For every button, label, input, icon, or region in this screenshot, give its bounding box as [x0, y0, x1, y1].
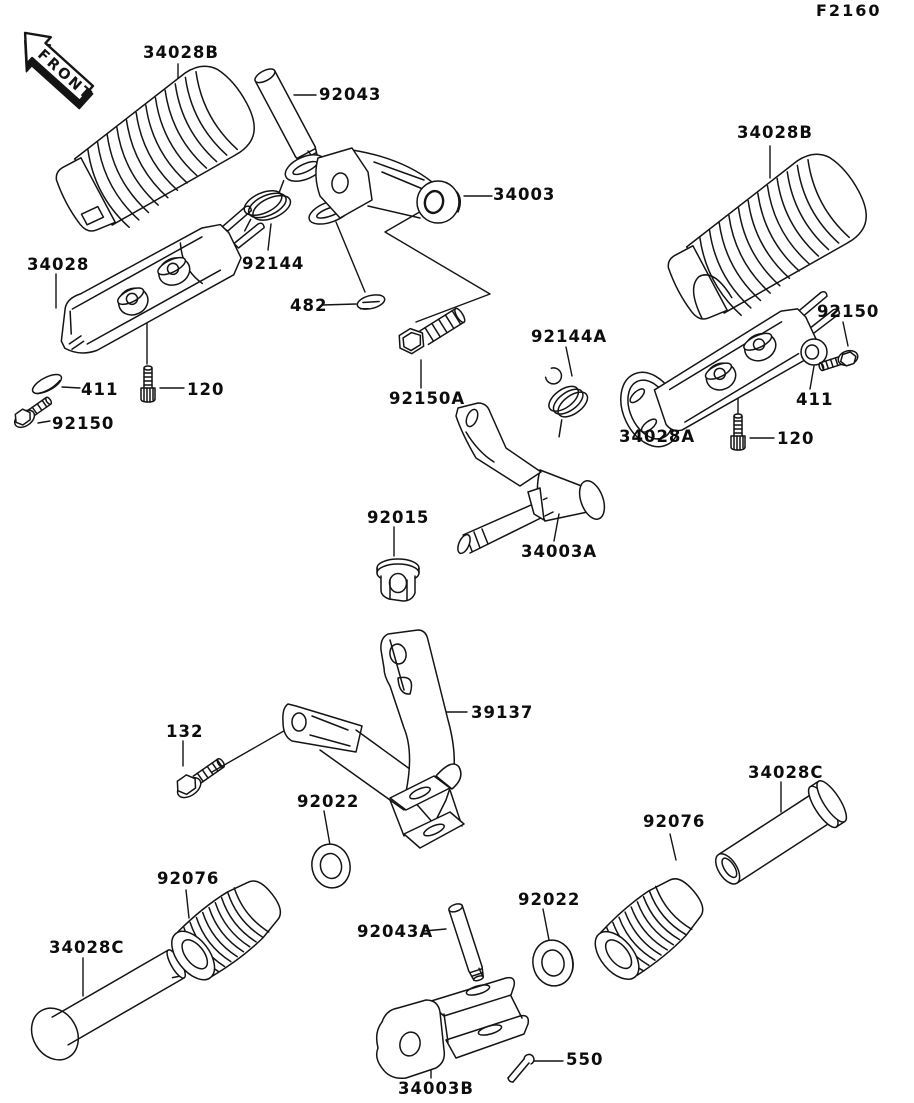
circlip-drawing [356, 292, 386, 311]
footpeg-tube-rear-left-drawing [22, 938, 194, 1068]
part-label-411-right: 411 [796, 390, 834, 409]
washer-rear-left-drawing [308, 841, 354, 892]
footpeg-bracket-rear-right-drawing [455, 403, 609, 555]
part-label-34028a: 34028A [619, 427, 696, 446]
part-label-92015: 92015 [367, 508, 430, 527]
part-label-92150-right: 92150 [817, 302, 880, 321]
bolt-front-left-drawing [10, 393, 54, 431]
flange-nut-drawing [377, 559, 419, 601]
flanged-bolt-assembly-drawing [394, 301, 466, 358]
part-label-550: 550 [566, 1050, 604, 1069]
damper-front-left-drawing [30, 371, 64, 398]
part-label-92076-right: 92076 [643, 812, 706, 831]
footpeg-bracket-rear-left-drawing [377, 978, 529, 1079]
part-label-34003b: 34003B [398, 1079, 474, 1098]
part-label-34028b-right: 34028B [737, 123, 813, 142]
drawing-code: F2160 [816, 1, 882, 20]
part-label-92022-left: 92022 [297, 792, 360, 811]
part-label-34003a: 34003A [521, 542, 598, 561]
part-label-120-right: 120 [777, 429, 815, 448]
screw-front-left-drawing [141, 366, 155, 402]
bolt-rear-drawing [172, 753, 229, 801]
footpeg-base-front-left-drawing [44, 203, 281, 362]
part-label-92144: 92144 [242, 254, 305, 273]
part-label-92043a: 92043A [357, 922, 434, 941]
part-label-34003: 34003 [493, 185, 556, 204]
footrest-bracket-center-drawing [283, 630, 464, 848]
front-arrow-label: FRONT [34, 46, 96, 105]
part-label-34028c-right: 34028C [748, 763, 824, 782]
footpeg-rubber-rear-right-drawing [585, 868, 713, 989]
footpeg-tube-rear-right-drawing [707, 777, 851, 894]
part-label-92144a: 92144A [531, 327, 608, 346]
front-arrow-marker [6, 22, 102, 115]
part-label-411-left: 411 [81, 380, 119, 399]
washer-rear-right-drawing [529, 936, 578, 989]
part-label-34028b-left: 34028B [143, 43, 219, 62]
part-label-92076-left: 92076 [157, 869, 220, 888]
part-label-34028c-left: 34028C [49, 938, 125, 957]
part-label-92022-right: 92022 [518, 890, 581, 909]
screw-front-right-drawing [731, 414, 745, 450]
part-label-132: 132 [166, 722, 204, 741]
part-label-39137: 39137 [471, 703, 534, 722]
part-label-92150-left: 92150 [52, 414, 115, 433]
cotter-pin-drawing [508, 1054, 534, 1082]
part-label-120-left: 120 [187, 380, 225, 399]
part-label-92043: 92043 [319, 85, 382, 104]
part-label-482: 482 [290, 296, 328, 315]
return-spring-front-right-drawing [524, 361, 597, 437]
footpeg-bracket-front-drawing [281, 148, 460, 229]
return-spring-front-left-drawing [233, 181, 296, 231]
part-label-92150a: 92150A [389, 389, 466, 408]
part-label-34028: 34028 [27, 255, 90, 274]
